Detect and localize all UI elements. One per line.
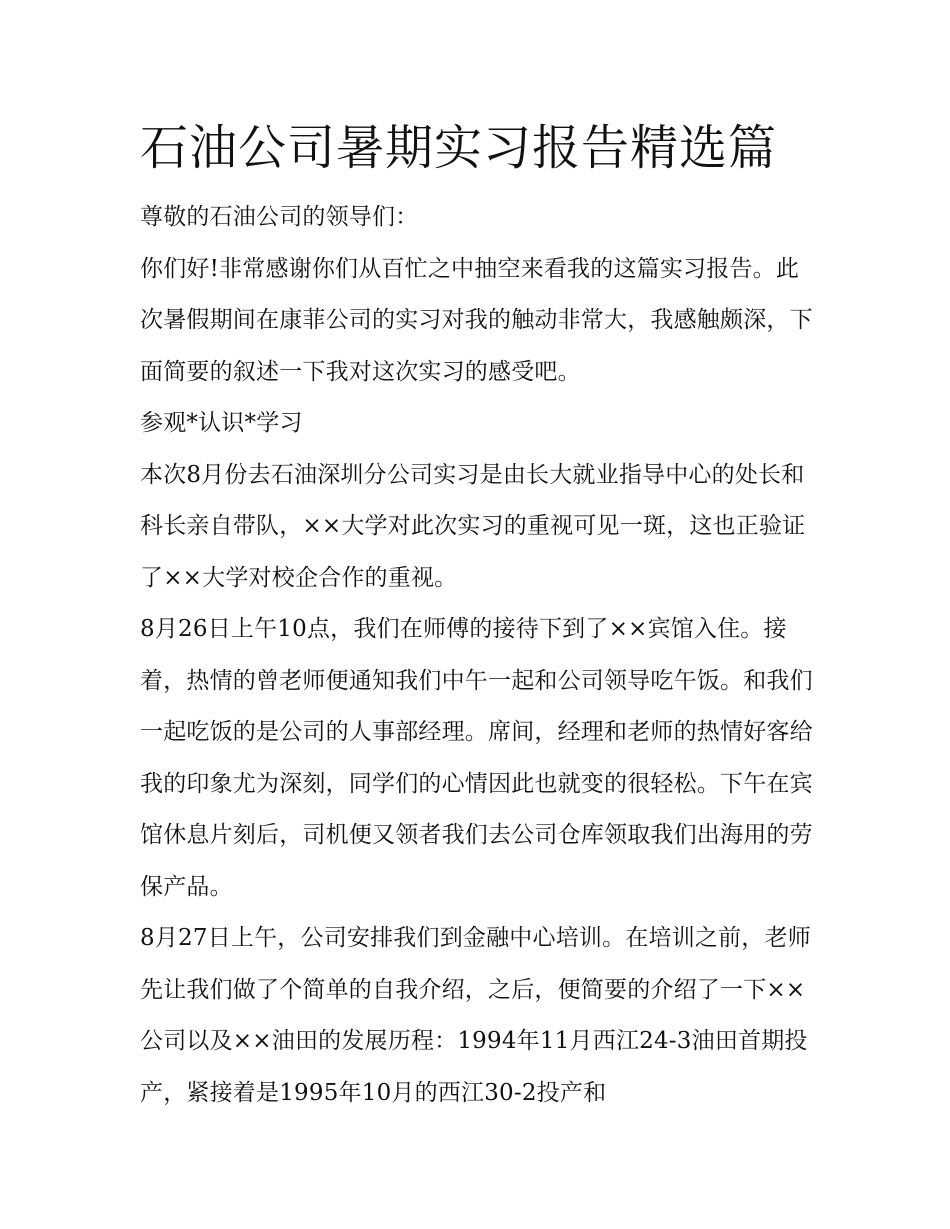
paragraph-salutation: 尊敬的石油公司的领导们： — [140, 204, 419, 230]
document-title: 石油公司暑期实习报告精选篇 — [140, 120, 778, 176]
paragraph-august-26: 8月26日上午10点，我们在师傅的接待下到了××宾馆入住。接着，热情的曾老师便通知我们中午一起和公司领导吃午饭。和我们一起吃饭的是公司的人事部经理。席间，经理和老师的热情好客给我的印象尤为深刻，同学们的心情因此也就变的很轻松。下午在宾馆休息片刻后，司机便又领者我们去公司仓库领取我们出海用的劳保产品。 — [140, 616, 813, 900]
paragraph-greeting: 你们好!非常感谢你们从百忙之中抽空来看我的这篇实习报告。此次暑假期间在康菲公司的实习对我的触动非常大，我感触颇深，下面简要的叙述一下我对这次实习的感受吧。 — [140, 255, 813, 385]
paragraph-august-27: 8月27日上午，公司安排我们到金融中心培训。在培训之前，老师先让我们做了个简单的自我介绍，之后，便简要的介绍了一下××公司以及××油田的发展历程：1994年11月西江24-3油田首期投产，紧接着是1995年10月的西江30-2投产和 — [140, 925, 811, 1106]
document-page — [140, 112, 815, 1119]
section-heading: 参观*认识*学习 — [140, 410, 303, 436]
paragraph-internship-intro: 本次8月份去石油深圳分公司实习是由长大就业指导中心的处长和科长亲自带队，××大学对此次实习的重视可见一斑，这也正验证了××大学对校企合作的重视。 — [140, 461, 806, 591]
document-body — [140, 192, 815, 1119]
